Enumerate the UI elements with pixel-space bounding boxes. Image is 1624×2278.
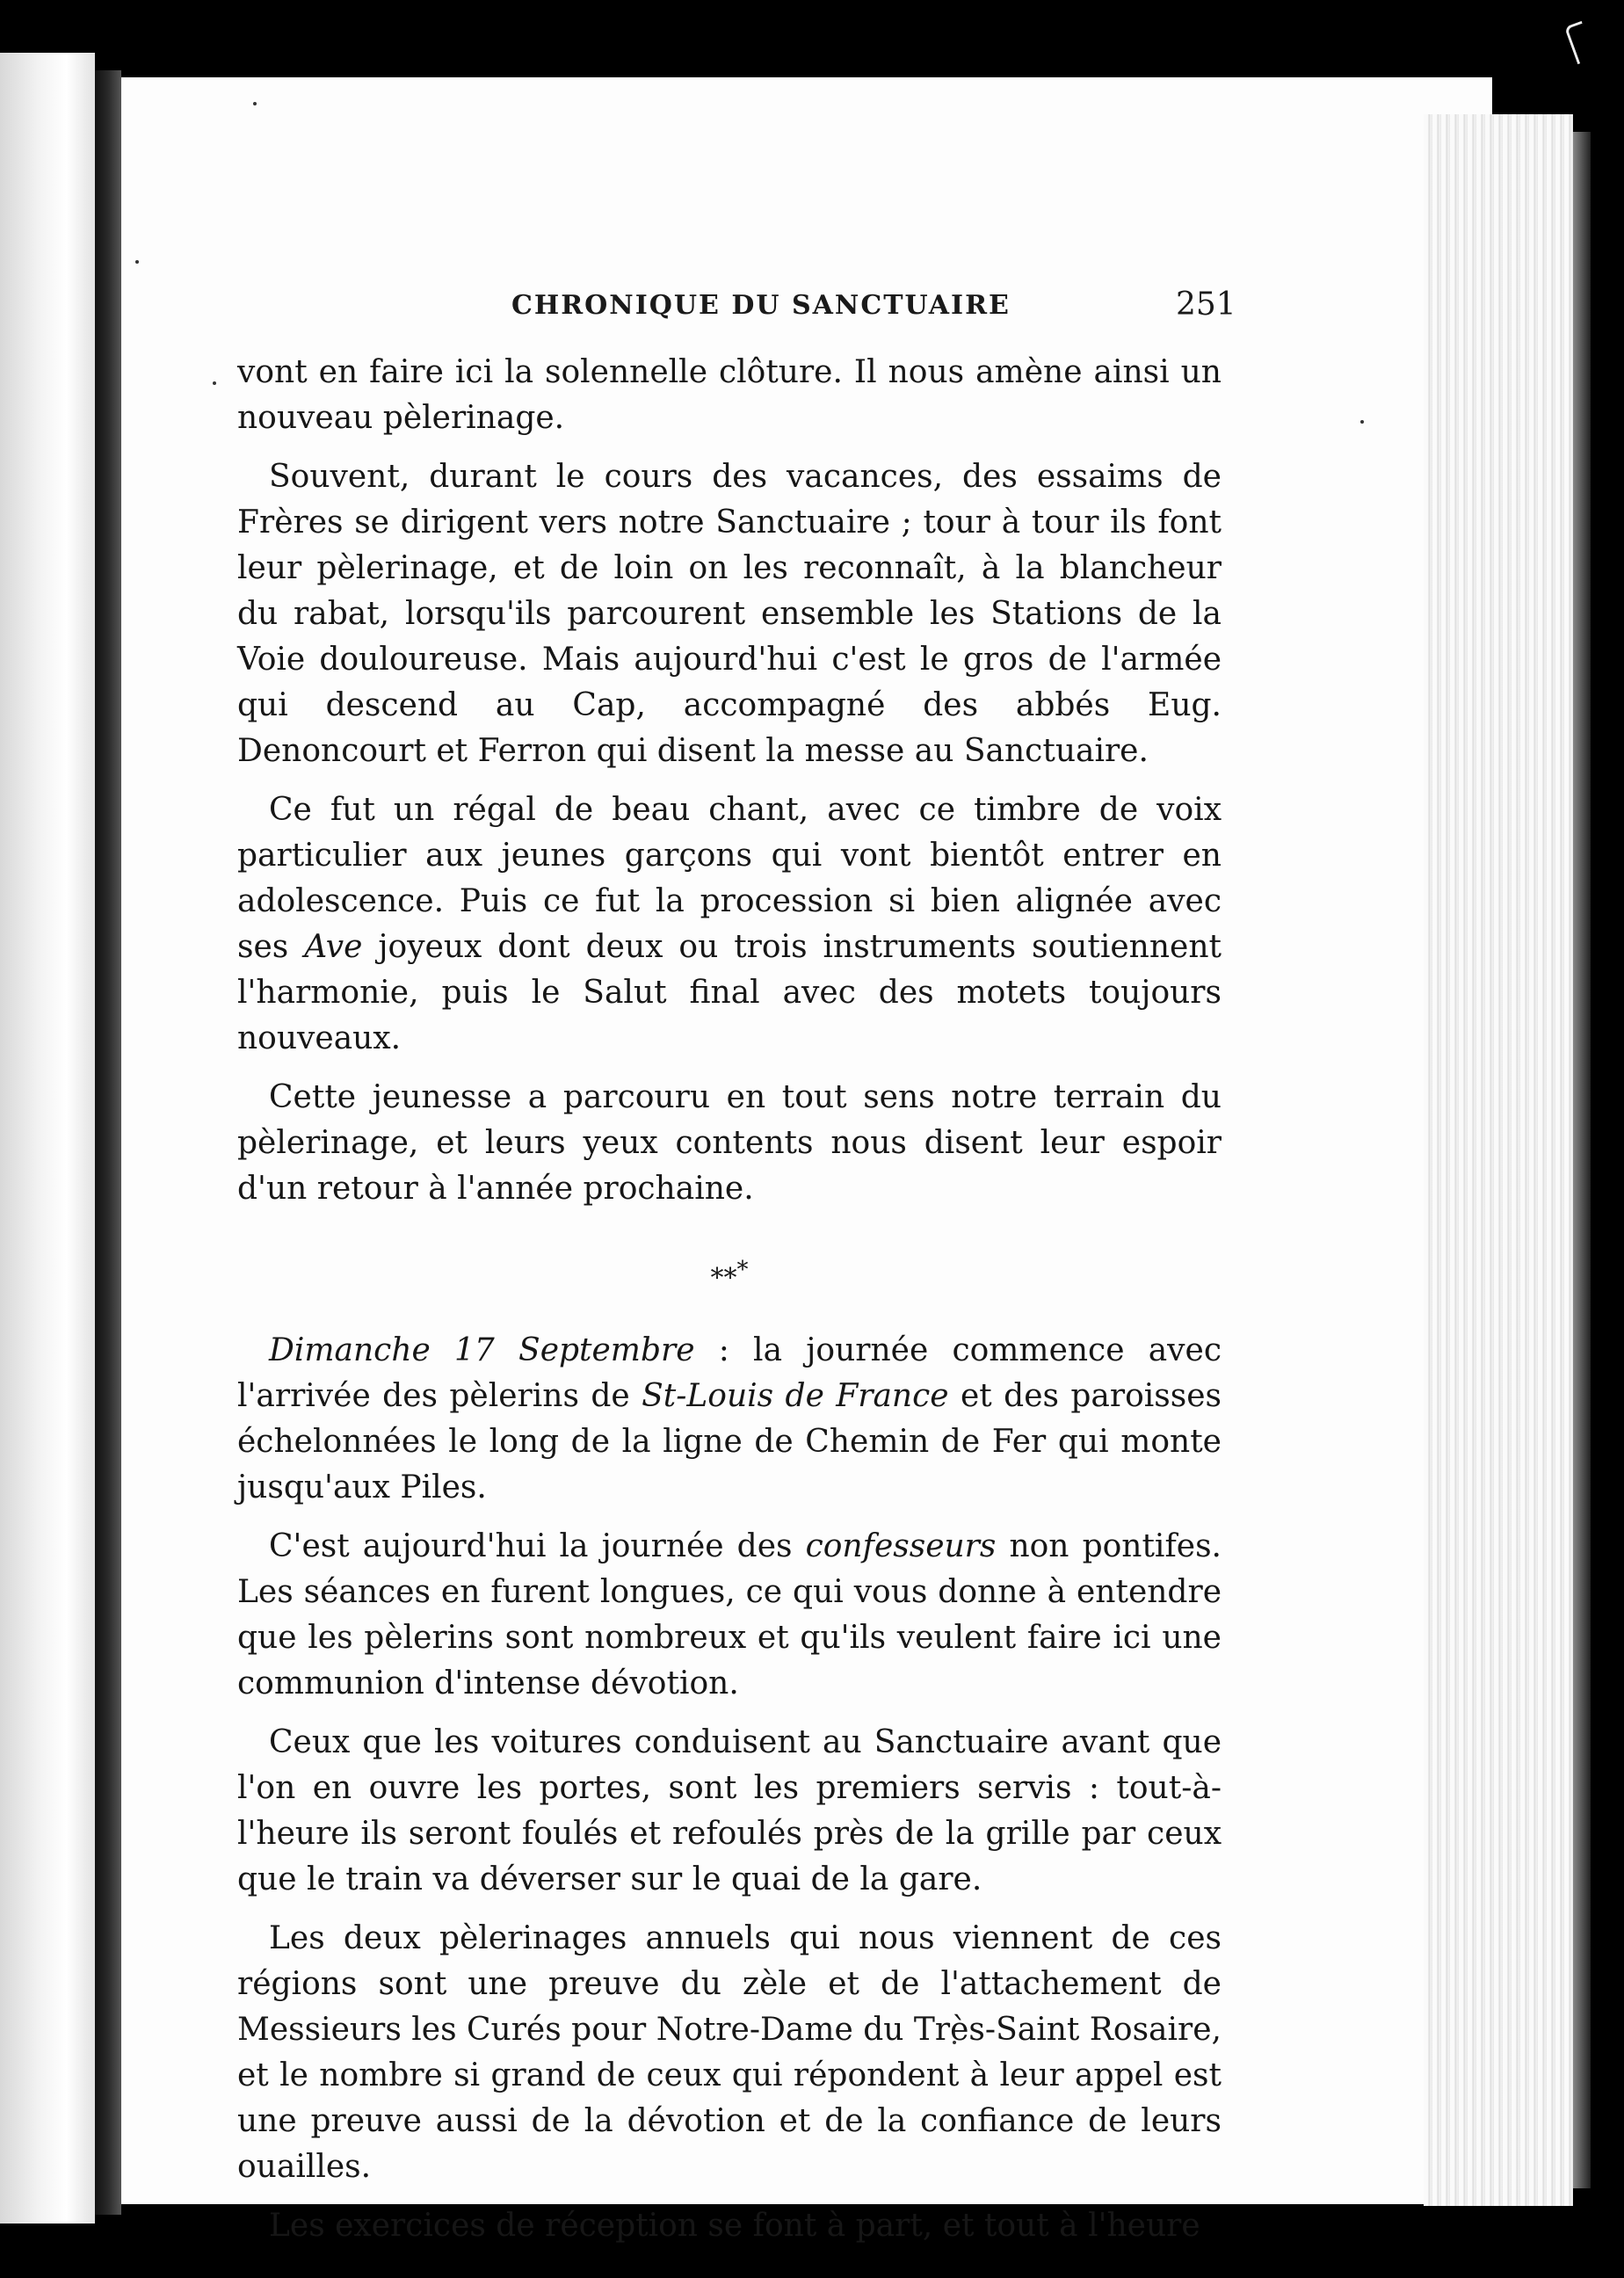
paragraph: Ce fut un régal de beau chant, avec ce timbre de voix particulier aux jeunes garçons qui vont bientôt entrer en adolescence. Puis ce fut la procession si bien alignée avec ses Ave joyeux dont deux ou trois instruments soutiennent l'harmonie, puis le Salut final avec des motets toujours nouveaux. <box>237 792 1222 1056</box>
paragraph: Les deux pèlerinages annuels qui nous viennent de ces régions sont une preuve du zèle et de l'attachement de Messieurs les Curés pour Notre-Dame du Très-Saint Rosaire, et le nombre si grand de ceux qui répondent à leur appel est une preuve aussi de la dévotion et de la confiance de leurs ouailles. <box>237 1920 1222 2185</box>
book-cover-edge <box>1573 132 1591 2188</box>
dust-speck <box>213 381 216 385</box>
paragraph: Cette jeunesse a parcouru en tout sens notre terrain du pèlerinage, et leurs yeux contents nous disent leur espoir d'un retour à l'année prochaine. <box>237 1079 1222 1207</box>
paragraph: Ceux que les voitures conduisent au Sanctuaire avant que l'on en ouvre les portes, sont les premiers servis : tout-à-l'heure ils seront foulés et refoulés près de la grille par ceux que le train va déverser sur le quai de la gare. <box>237 1724 1222 1897</box>
paragraph: Souvent, durant le cours des vacances, des essaims de Frères se dirigent vers notre Sanctuaire ; tour à tour ils font leur pèlerinage, et de loin on les reconnaît, à la blancheur du rabat, lorsqu'ils parcourent ensemble les Stations de la Voie douloureuse. Mais aujourd'hui c'est le gros de l'armée qui descend au Cap, accompagné des abbés Eug. Denoncourt et Ferron qui disent la messe au Sanctuaire. <box>237 459 1222 769</box>
dust-speck <box>1360 420 1364 424</box>
page-number: 251 <box>1176 287 1236 323</box>
dust-speck <box>135 260 139 264</box>
dust-speck <box>253 102 257 105</box>
section-separator: *** <box>710 1257 749 1294</box>
italic-term: confesseurs <box>805 1528 997 1564</box>
paragraph: Les exercices de réception se font à part, et tout à l'heure <box>269 2208 1200 2244</box>
page-block-edges <box>1424 114 1573 2206</box>
running-title: CHRONIQUE DU SANCTUAIRE <box>511 290 1011 321</box>
date-heading: Dimanche 17 Septembre <box>269 1332 695 1368</box>
italic-term: Ave <box>304 929 363 965</box>
paragraph: C'est aujourd'hui la journée des confesseurs non pontifes. Les séances en furent longues, ce qui vous donne à entendre que les pèlerins sont nombreux et qu'ils veulent faire ici une communion d'intense dévotion. <box>237 1528 1222 1701</box>
facing-page-edge <box>0 53 95 2224</box>
place-name: St-Louis de France <box>642 1378 949 1414</box>
running-header <box>0 287 1624 343</box>
book-gutter <box>95 70 121 2215</box>
paragraph: Dimanche 17 Septembre : la journée commence avec l'arrivée des pèlerins de St-Louis de France et des paroisses échelonnées le long de la ligne de Chemin de Fer qui monte jusqu'aux Piles. <box>237 1332 1222 1505</box>
scan-corner-mark <box>1564 21 1595 64</box>
paragraph: vont en faire ici la solennelle clôture. Il nous amène ainsi un nouveau pèlerinage. <box>237 354 1222 436</box>
page-text <box>237 350 1222 2262</box>
